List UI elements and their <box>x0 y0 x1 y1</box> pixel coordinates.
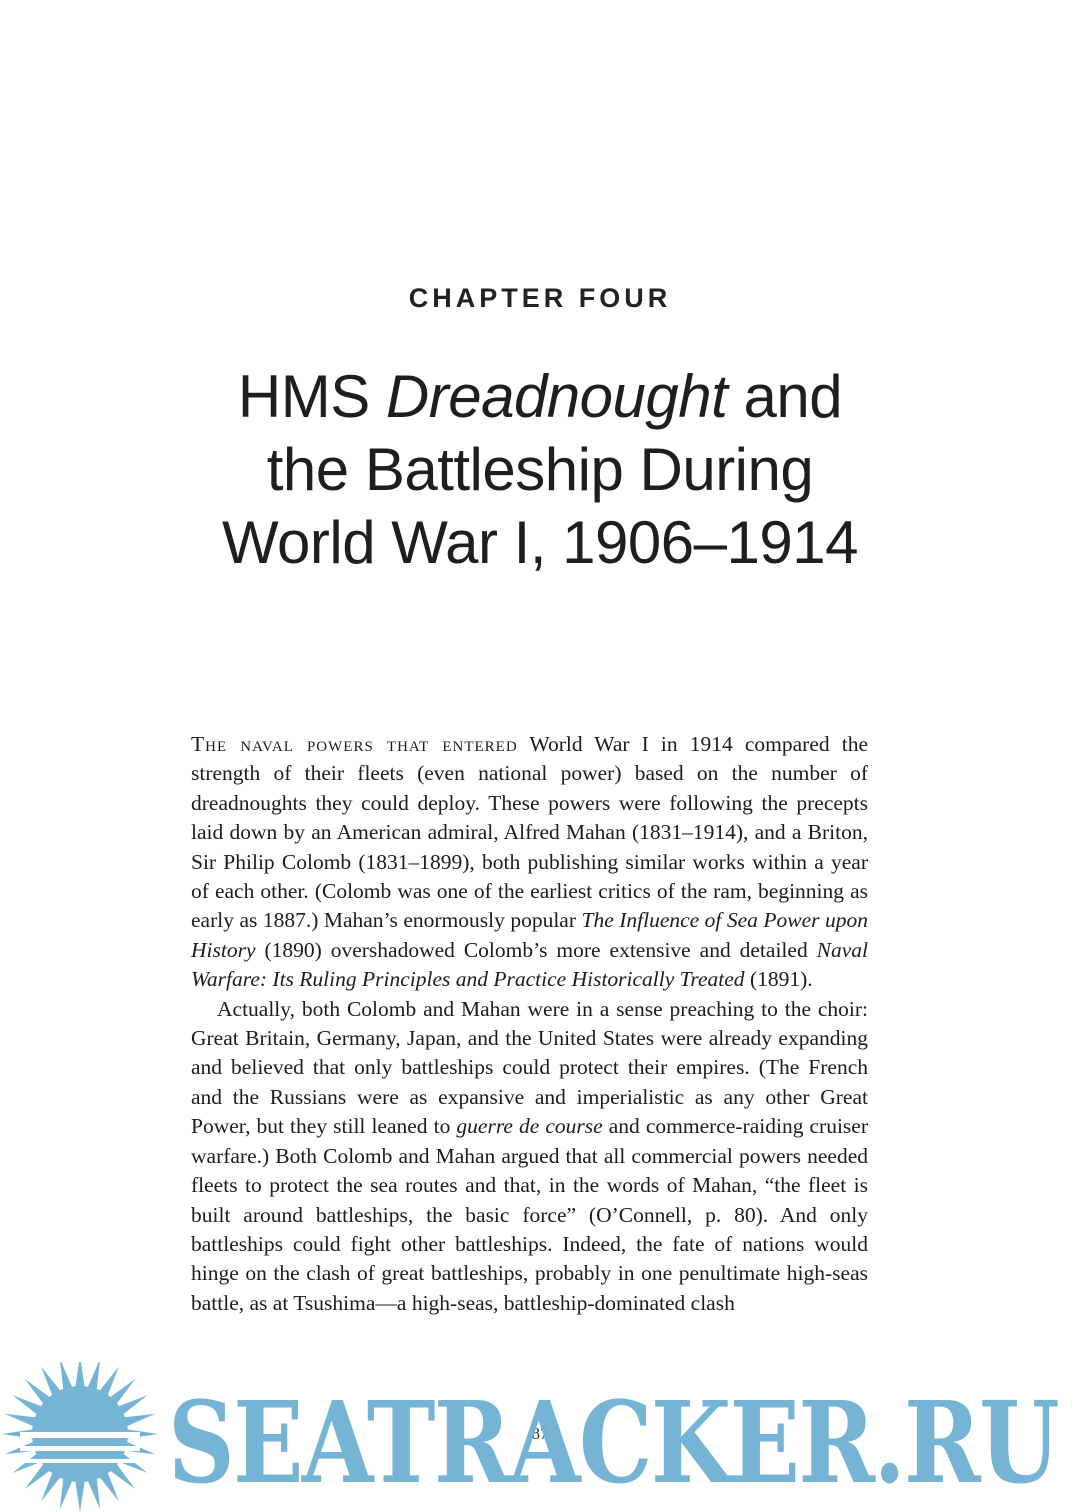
sun-ray <box>75 1362 85 1390</box>
book-title-naval-warfare: Naval Warfare: Its Ruling Principles and Practice Historically Treated <box>191 937 868 992</box>
sun-ray <box>86 1362 100 1393</box>
body-text <box>191 730 868 1318</box>
chapter-title <box>0 360 1080 579</box>
term-guerre-de-course: guerre de course <box>456 1114 603 1139</box>
paragraph-2-text-b: and commerce-raiding cruiser warfare.) Both Colomb and Mahan argued that all commercial powers needed fleets to protect the sea routes and that, in the words of Mahan, “the fleet is built around battleships, the basic force” (O’Connell, p. 80). And only battleships could fight other battleships. Indeed, the fate of nations would hinge on the clash of great battleships, probably in one penultimate high-seas battle, as at Tsushima—a high-seas, battleship-dominated clash <box>191 1114 869 1315</box>
sun-ray <box>60 1362 74 1393</box>
paragraph-1-text-b: (1890) overshadowed Colomb’s more extensive and detailed <box>255 937 817 962</box>
title-line-2: the Battleship During <box>266 436 814 503</box>
title-line-3: World War I, 1906–1914 <box>221 509 859 576</box>
paragraph-2-text-a: Actually, both Colomb and Mahan were in a sense preaching to the choir: Great Britain, Germany, Japan, and the United States were already expanding and believed that only battleships could protect their empires. (The French and the Russians were as expansive and imperialistic as any other Great Power, but they still leaned to <box>191 996 868 1139</box>
paragraph-lead-in: The naval powers that entered <box>191 732 518 756</box>
sun-ray <box>5 1414 39 1428</box>
sun-ray <box>121 1414 155 1428</box>
watermark-text: SEATRACKER.RU <box>168 1378 1059 1509</box>
watermark <box>0 1362 1080 1512</box>
page-number: 87 <box>531 1424 549 1443</box>
sun-logo-icon <box>2 1362 158 1512</box>
chapter-label: CHAPTER FOUR <box>408 283 672 313</box>
title-prefix: HMS <box>237 363 386 430</box>
title-suffix: and <box>727 363 843 430</box>
title-line-1 <box>0 360 1080 433</box>
paragraph-1-text-a: World War I in 1914 compared the strength of their fleets (even national power) based on the number of dreadnoughts they could deploy. These powers were following the precepts laid down by an American admiral, Alfred Mahan (1831–1914), and a Briton, Sir Philip Colomb (1831–1899), both publishing similar works within a year of each other. (Colomb was one of the earliest critics of the ram, beginning as early as 1887.) Mahan’s enormously popular <box>191 732 868 933</box>
sun-ray <box>60 1475 74 1509</box>
paragraph-1-text-c: (1891). <box>744 967 813 992</box>
paragraph-2 <box>191 995 868 1318</box>
sun-ray <box>75 1478 85 1512</box>
book-title-influence: The Influence of Sea Power upon History <box>191 908 868 962</box>
paragraph-1 <box>191 730 868 995</box>
sun-ray <box>86 1475 100 1509</box>
title-ship-name: Dreadnought <box>385 363 728 430</box>
